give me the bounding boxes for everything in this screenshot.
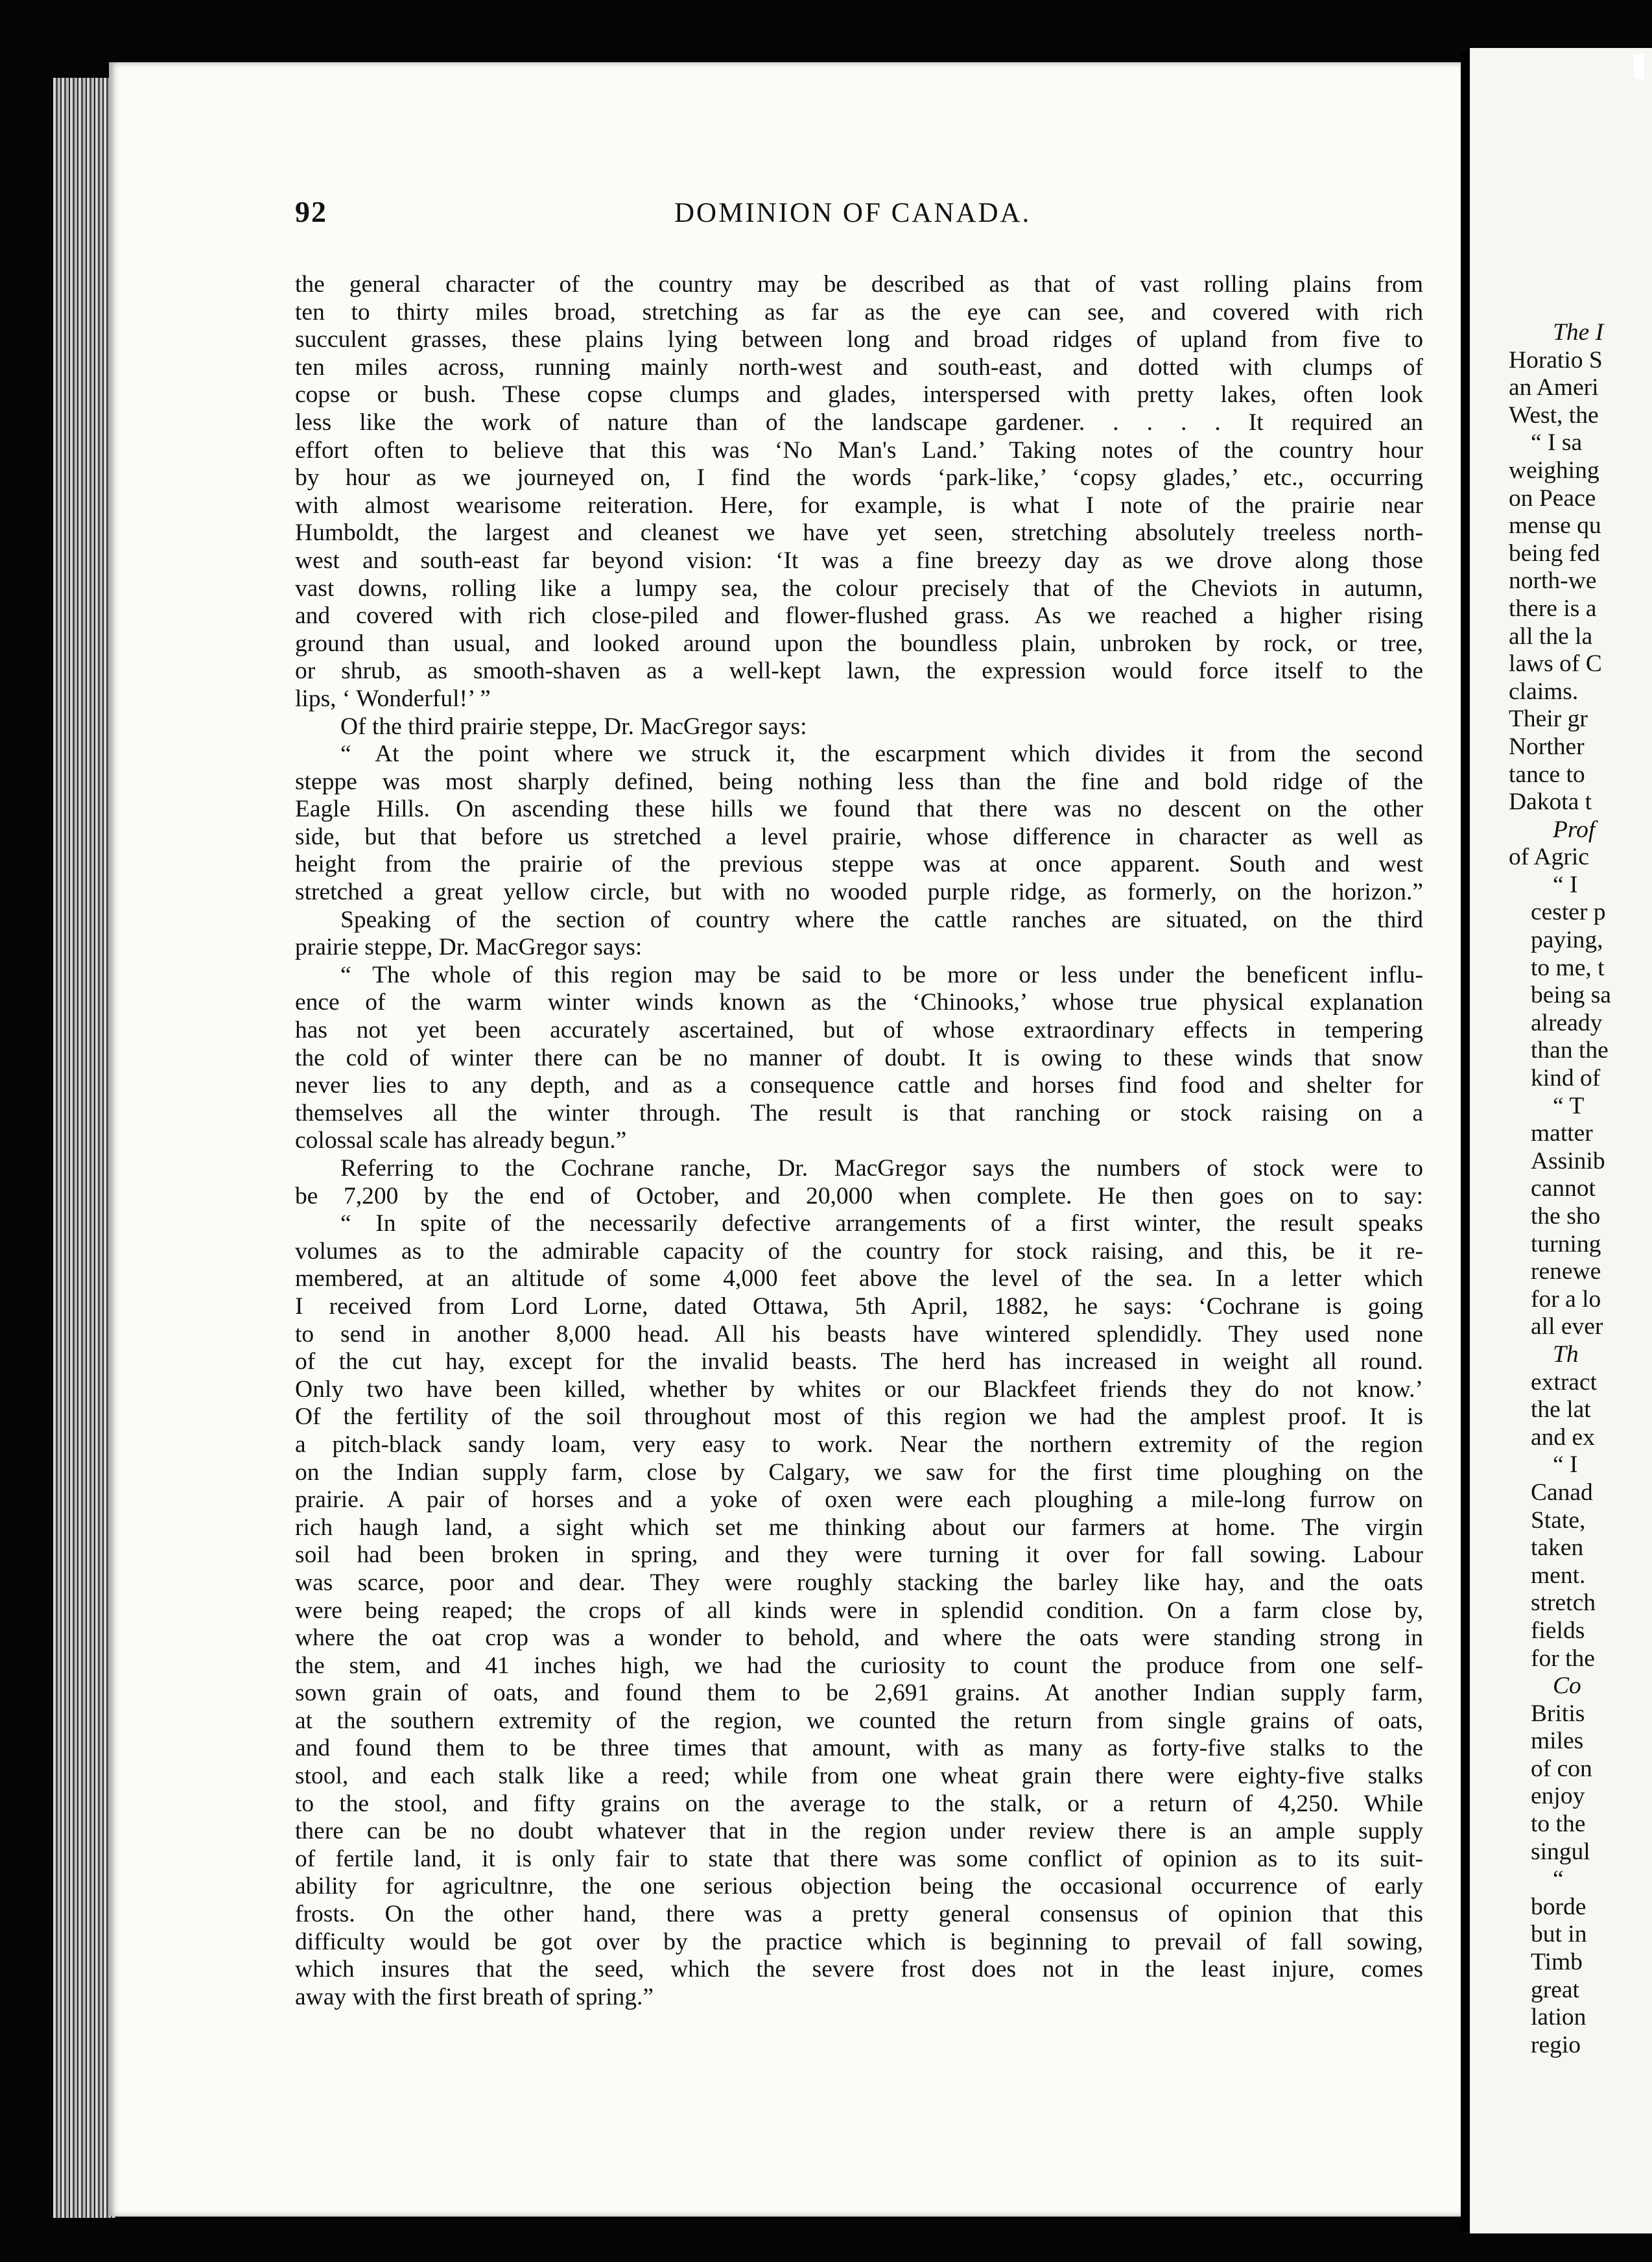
text-line: where the oat crop was a wonder to behold, and where the oats were standing strong in [295, 1625, 1423, 1652]
right-page-line: miles [1531, 1728, 1584, 1755]
right-page-line: Horatio S [1509, 346, 1603, 374]
right-page-line: Assinib [1531, 1147, 1605, 1174]
right-page-line: kind of [1531, 1065, 1601, 1092]
right-page-line: on Peace [1509, 484, 1596, 512]
body-text [295, 271, 1423, 2011]
right-page-line: already [1531, 1009, 1603, 1036]
right-page-line: being fed [1509, 540, 1600, 567]
right-page-line: The I [1553, 319, 1604, 346]
text-line: I received from Lord Lorne, dated Ottawa, 5th April, 1882, he says: ‘Cochrane is going [295, 1292, 1423, 1320]
right-page-text [1509, 319, 1652, 2059]
text-line: “ At the point where we struck it, the escarpment which divides it from the second [340, 741, 1423, 768]
text-line: steppe was most sharply defined, being nothing less than the fine and bold ridge of the [295, 768, 1423, 795]
text-line: to send in another 8,000 head. All his beasts have wintered splendidly. They used none [295, 1320, 1423, 1348]
text-line: ten miles across, running mainly north-west and south-east, and dotted with clumps of [295, 353, 1423, 381]
right-page-line: and ex [1531, 1423, 1595, 1451]
right-page [1470, 48, 1652, 2233]
book-gutter [1461, 52, 1470, 2231]
text-line: membered, at an altitude of some 4,000 feet above the level of the sea. In a letter which [295, 1265, 1423, 1292]
text-line: difficulty would be got over by the practice which is beginning to prevail of fall sowing, [295, 1928, 1423, 1955]
right-page-line: being sa [1531, 982, 1611, 1009]
right-page-line: “ I [1553, 871, 1578, 898]
right-page-line: State, [1531, 1506, 1586, 1534]
text-line: themselves all the winter through. The result is that ranching or stock raising on a [295, 1099, 1423, 1126]
text-line: ence of the warm winter winds known as the ‘Chinooks,’ whose true physical explanation [295, 989, 1423, 1016]
text-line: never lies to any depth, and as a consequence cattle and horses find food and shelter for [295, 1072, 1423, 1099]
text-line: effort often to believe that this was ‘No Man's Land.’ Taking notes of the country hour [295, 436, 1423, 464]
text-line: by hour as we journeyed on, I find the words ‘park-like,’ ‘copsy glades,’ etc., occurring [295, 464, 1423, 492]
right-page-line: claims. [1509, 678, 1579, 705]
text-line: or shrub, as smooth-shaven as a well-kept lawn, the expression would force itself to the [295, 658, 1423, 685]
text-line: has not yet been accurately ascertained, but of whose extraordinary effects in tempering [295, 1017, 1423, 1044]
right-page-line: matter [1531, 1120, 1593, 1147]
text-line: of fertile land, it is only fair to state that there was some conflict of opinion as to its suit- [295, 1845, 1423, 1872]
right-page-line: for the [1531, 1645, 1595, 1672]
right-page-line: Britis [1531, 1700, 1585, 1727]
text-line: Of the third prairie steppe, Dr. MacGregor says: [340, 713, 807, 740]
right-page-line: renewe [1531, 1258, 1601, 1285]
right-page-line: fields [1531, 1617, 1585, 1644]
right-page-line: borde [1531, 1893, 1587, 1920]
text-line: be 7,200 by the end of October, and 20,000 when complete. He then goes on to say: [295, 1182, 1423, 1209]
right-page-line: of Agric [1509, 844, 1589, 871]
text-line: there can be no doubt whatever that in the region under review there is an ample supply [295, 1818, 1423, 1845]
text-line: “ In spite of the necessarily defective arrangements of a first winter, the result speaks [340, 1210, 1423, 1237]
text-line: stool, and each stalk like a reed; while from one wheat grain there were eighty-five stalks [295, 1763, 1423, 1790]
right-page-line: all ever [1531, 1313, 1603, 1340]
text-line: soil had been broken in spring, and they were turning it over for fall sowing. Labour [295, 1542, 1423, 1569]
text-line: Speaking of the section of country where the cattle ranches are situated, on the third [340, 906, 1423, 933]
right-page-line: there is a [1509, 595, 1597, 622]
right-page-line: paying, [1531, 927, 1603, 954]
text-line: on the Indian supply farm, close by Calgary, we saw for the first time ploughing on the [295, 1458, 1423, 1486]
right-page-line: but in [1531, 1921, 1587, 1948]
text-line: the general character of the country may be described as that of vast rolling plains from [295, 271, 1423, 298]
right-page-line: weighing [1509, 457, 1599, 484]
right-page-line: stretch [1531, 1589, 1596, 1617]
text-line: “ The whole of this region may be said to be more or less under the beneficent influ- [340, 961, 1423, 988]
right-page-line: “ T [1553, 1092, 1585, 1119]
right-page-line: Canad [1531, 1479, 1593, 1506]
right-page-line: north-we [1509, 567, 1597, 595]
right-page-line: taken [1531, 1534, 1584, 1562]
text-line: ground than usual, and looked around upon the boundless plain, unbroken by rock, or tree, [295, 630, 1423, 657]
right-page-line: lation [1531, 2004, 1587, 2031]
text-line: were being reaped; the crops of all kinds were in splendid condition. On a farm close by, [295, 1597, 1423, 1624]
right-page-line: Timb [1531, 1949, 1583, 1976]
text-line: ability for agricultnre, the one serious objection being the occasional occurrence of early [295, 1873, 1423, 1900]
text-line: Eagle Hills. On ascending these hills we found that there was no descent on the other [295, 796, 1423, 823]
right-page-line: extract [1531, 1368, 1598, 1396]
text-line: Humboldt, the largest and cleanest we have yet seen, stretching absolutely treeless north- [295, 519, 1423, 547]
text-line: of the cut hay, except for the invalid beasts. The herd has increased in weight all round. [295, 1348, 1423, 1375]
text-line: height from the prairie of the previous steppe was at once apparent. South and west [295, 851, 1423, 878]
text-line: to the stool, and fifty grains on the average to the stalk, or a return of 4,250. While [295, 1790, 1423, 1817]
right-page-line: for a lo [1531, 1285, 1601, 1313]
right-page-line: an Ameri [1509, 374, 1599, 401]
text-line: which insures that the seed, which the severe frost does not in the least injure, comes [295, 1956, 1423, 1983]
text-line: the cold of winter there can be no manner of doubt. It is owing to these winds that snow [295, 1044, 1423, 1071]
right-page-line: of con [1531, 1755, 1592, 1782]
text-line: a pitch-black sandy loam, very easy to work. Near the northern extremity of the region [295, 1431, 1423, 1458]
corner-mark [1634, 54, 1644, 79]
right-page-line: singul [1531, 1838, 1590, 1865]
text-line: ten to thirty miles broad, stretching as far as the eye can see, and covered with rich [295, 298, 1423, 326]
text-line: west and south-east far beyond vision: ‘It was a fine breezy day as we drove along those [295, 547, 1423, 574]
right-page-line: than the [1531, 1037, 1609, 1064]
text-line: colossal scale has already begun.” [295, 1127, 627, 1154]
right-page-line: the sho [1531, 1203, 1601, 1230]
text-line: Referring to the Cochrane ranche, Dr. MacGregor says the numbers of stock were to [340, 1155, 1423, 1182]
right-page-line: the lat [1531, 1396, 1591, 1423]
right-page-line: to me, t [1531, 954, 1605, 981]
right-page-line: “ I sa [1531, 429, 1583, 457]
right-page-line: Their gr [1509, 706, 1588, 733]
text-line: was scarce, poor and dear. They were roughly stacking the barley like hay, and the oats [295, 1569, 1423, 1596]
right-page-line: “ [1553, 1866, 1564, 1893]
right-page-line: cester p [1531, 899, 1606, 926]
page-number: 92 [295, 195, 327, 228]
text-line: succulent grasses, these plains lying between long and broad ridges of upland from five to [295, 326, 1423, 353]
right-page-line: Norther [1509, 733, 1585, 760]
text-line: prairie. A pair of horses and a yoke of oxen were each ploughing a mile-long furrow on [295, 1486, 1423, 1514]
right-page-line: to the [1531, 1811, 1586, 1838]
right-page-line: laws of C [1509, 650, 1602, 678]
right-page-line: all the la [1509, 623, 1593, 650]
right-page-line: regio [1531, 2031, 1581, 2058]
text-line: and covered with rich close-piled and flower-flushed grass. As we reached a higher rising [295, 602, 1423, 630]
text-line: side, but that before us stretched a level prairie, whose difference in character as well as [295, 823, 1423, 850]
right-page-line: West, the [1509, 401, 1599, 429]
right-page-line: Prof [1553, 816, 1596, 843]
running-title: DOMINION OF CANADA. [674, 198, 1032, 228]
text-line: prairie steppe, Dr. MacGregor says: [295, 934, 643, 961]
page-header [295, 195, 1422, 233]
text-line: away with the first breath of spring.” [295, 1983, 654, 2010]
text-line: volumes as to the admirable capacity of the country for stock raising, and this, be it re- [295, 1237, 1423, 1265]
right-page-line: “ I [1553, 1451, 1578, 1479]
text-line: at the southern extremity of the region, we counted the return from single grains of oats, [295, 1707, 1423, 1734]
text-line: copse or bush. These copse clumps and glades, interspersed with pretty lakes, often look [295, 381, 1423, 409]
right-page-line: Co [1553, 1673, 1581, 1700]
text-line: vast downs, rolling like a lumpy sea, the colour precisely that of the Cheviots in autumn, [295, 575, 1423, 602]
right-page-line: Th [1553, 1340, 1579, 1368]
right-page-line: ment. [1531, 1562, 1586, 1589]
text-line: less like the work of nature than of the landscape gardener. . . . . It required an [295, 409, 1423, 436]
page-edge-stack [53, 78, 115, 2218]
text-line: frosts. On the other hand, there was a pretty general consensus of opinion that this [295, 1901, 1423, 1928]
text-line: with almost wearisome reiteration. Here, for example, is what I note of the prairie near [295, 492, 1423, 519]
text-line: Only two have been killed, whether by whites or our Blackfeet friends they do not know.’ [295, 1375, 1423, 1403]
text-line: lips, ‘ Wonderful!’ ” [295, 685, 491, 712]
right-page-line: enjoy [1531, 1783, 1585, 1810]
text-line: sown grain of oats, and found them to be 2,691 grains. At another Indian supply farm, [295, 1680, 1423, 1707]
text-line: the stem, and 41 inches high, we had the curiosity to count the produce from one self- [295, 1652, 1423, 1679]
text-line: rich haugh land, a sight which set me thinking about our farmers at home. The virgin [295, 1514, 1423, 1541]
right-page-line: turning [1531, 1230, 1601, 1257]
text-line: stretched a great yellow circle, but with no wooded purple ridge, as formerly, on the horizon.” [295, 879, 1423, 906]
right-page-line: cannot [1531, 1175, 1596, 1202]
right-page-line: great [1531, 1976, 1579, 2003]
right-page-line: mense qu [1509, 512, 1601, 540]
text-line: Of the fertility of the soil throughout most of this region we had the amplest proof. It is [295, 1403, 1423, 1431]
right-page-line: Dakota t [1509, 789, 1592, 816]
right-page-line: tance to [1509, 761, 1585, 788]
text-line: and found them to be three times that amount, with as many as forty-five stalks to the [295, 1735, 1423, 1762]
